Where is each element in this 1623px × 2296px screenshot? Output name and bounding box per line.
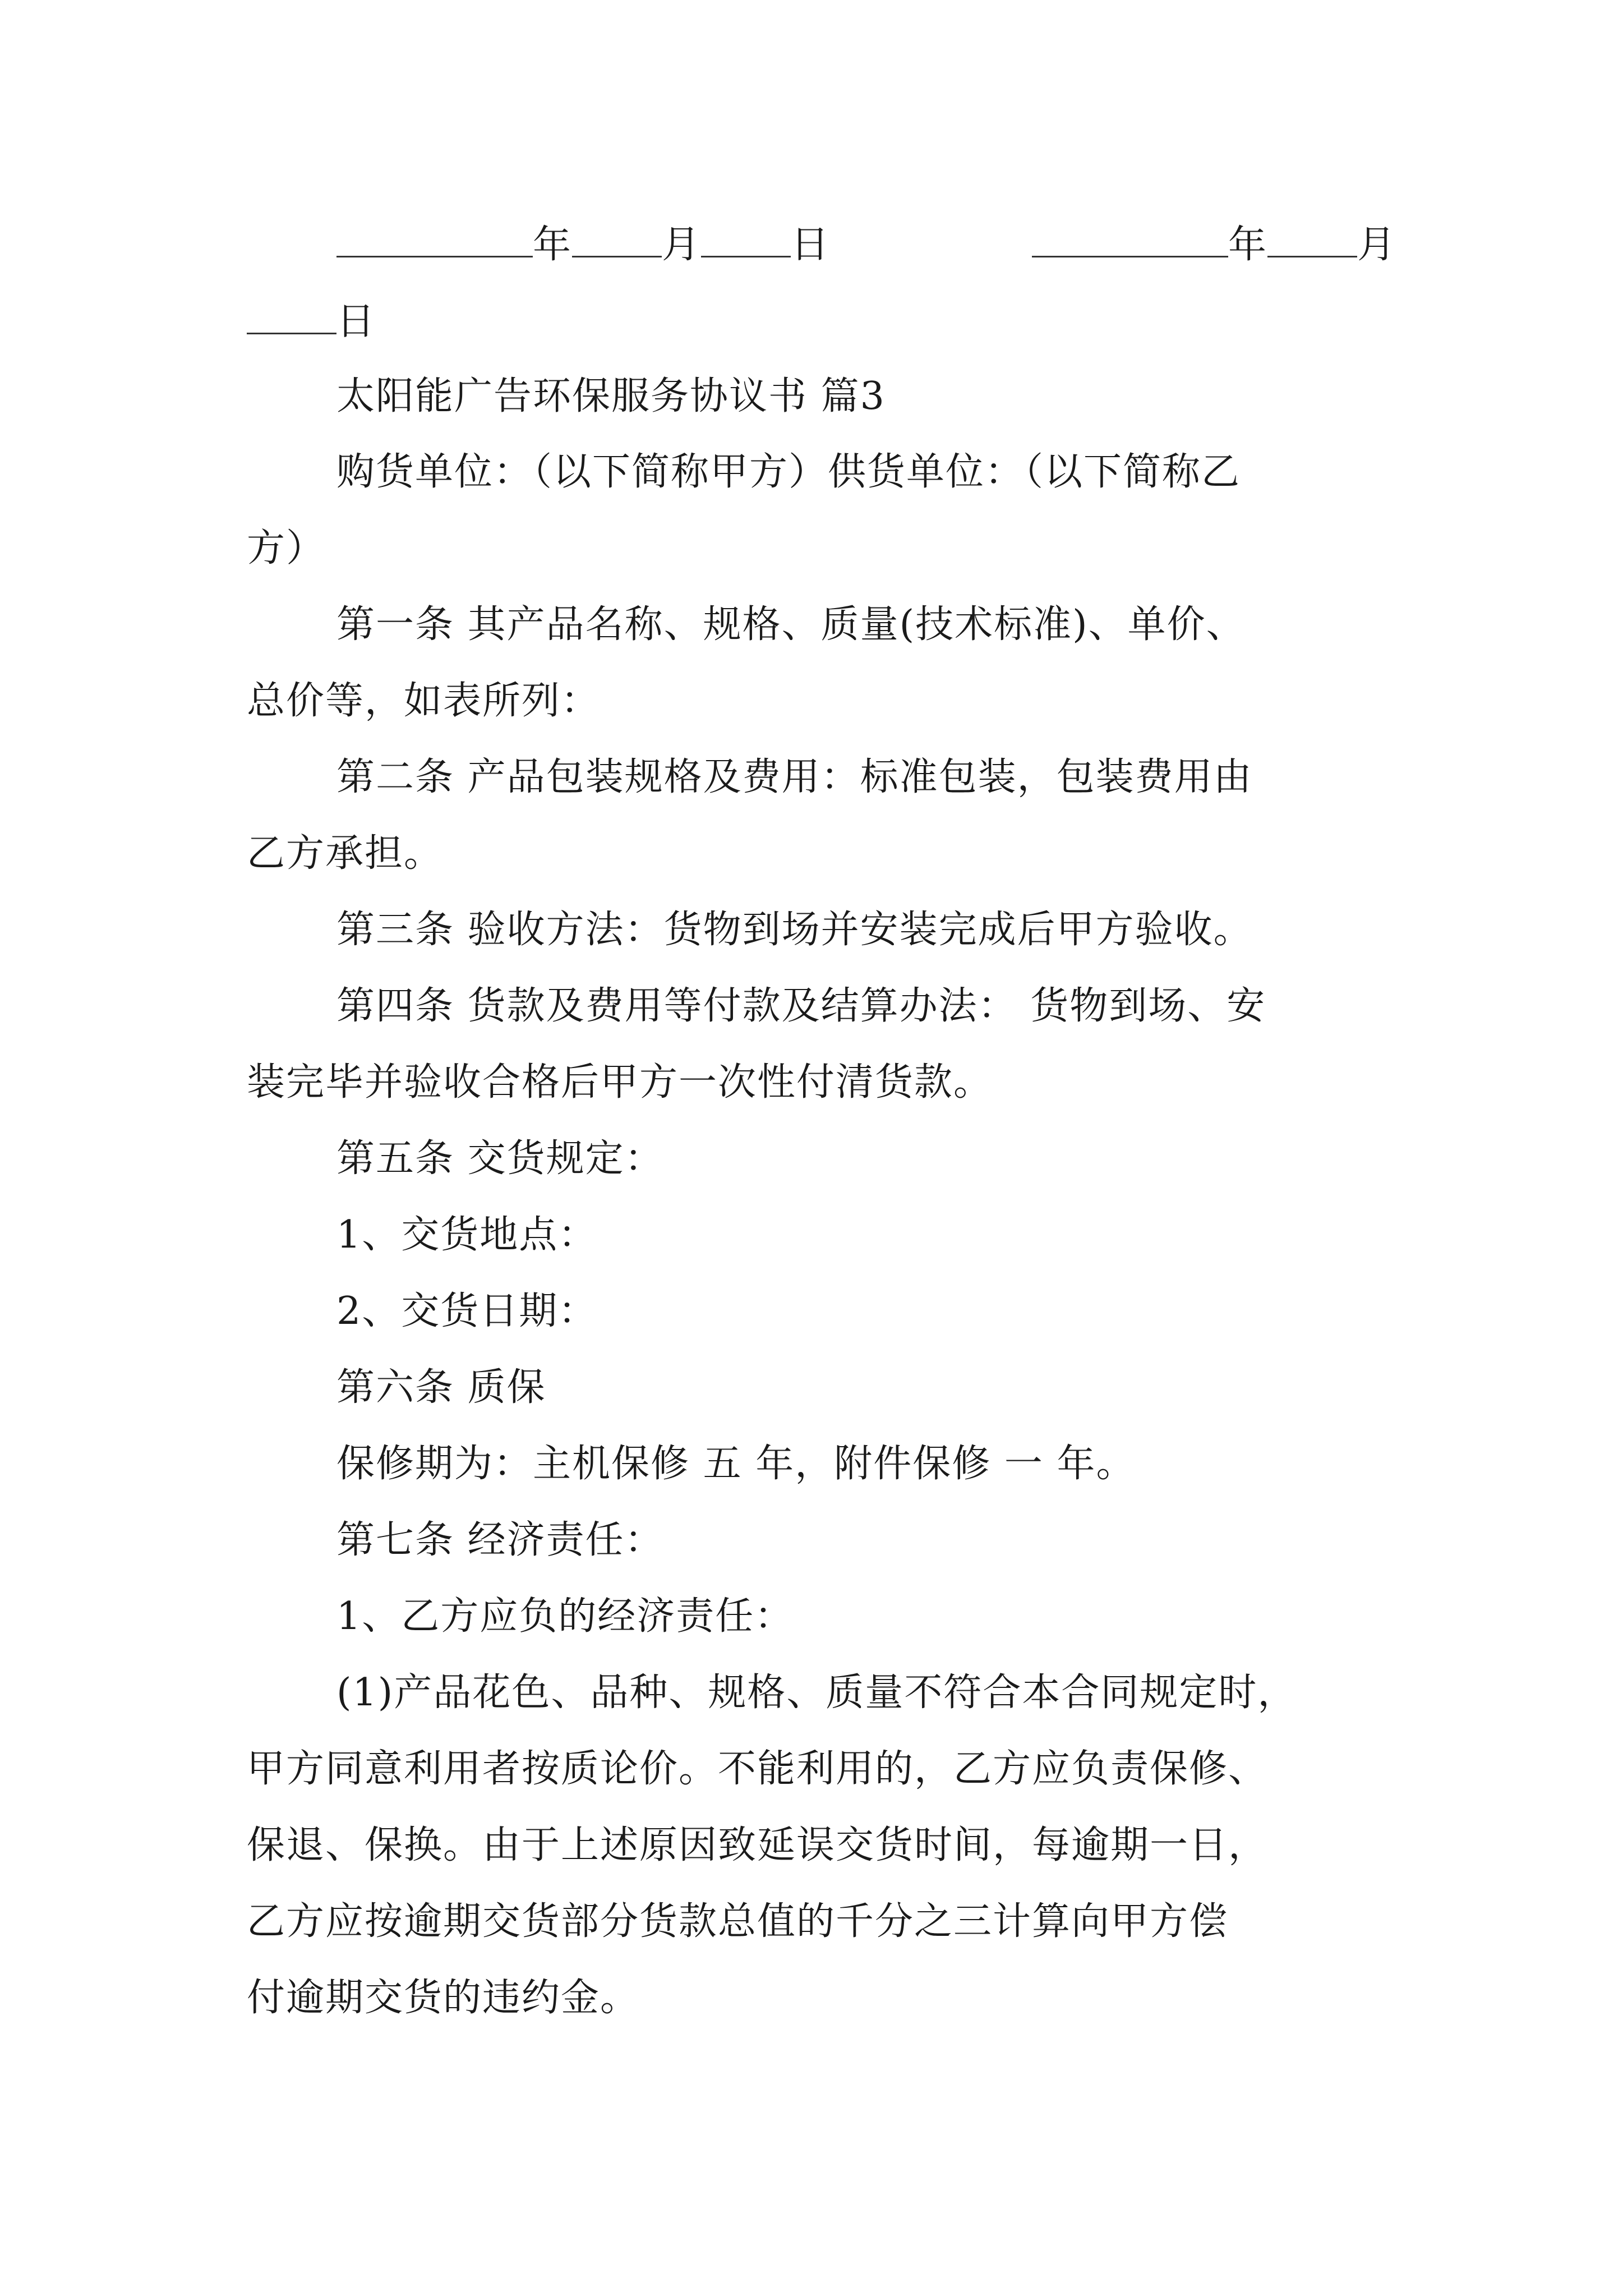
month-blank-2 [1267,224,1357,257]
article-5: 第五条 交货规定： [336,1137,664,1181]
day-blank [701,224,791,257]
article-2-line2: 乙方承担。 [247,831,444,876]
month-label-2: 月 [1357,223,1397,267]
day-label-2: 日 [336,300,376,344]
paragraph-parties-line1: 购货单位：（以下简称甲方）供货单位：（以下简称乙 [336,450,1241,494]
signature-date-line [336,223,1397,267]
article-7-item-1-1-line1: (1)产品花色、品种、规格、质量不符合本合同规定时， [336,1671,1297,1715]
article-3: 第三条 验收方法：货物到场并安装完成后甲方验收。 [336,908,1253,952]
year-blank [336,224,533,257]
day-blank-2 [247,301,336,334]
article-1-line1: 第一条 其产品名称、规格、质量(技术标准)、单价、 [336,602,1246,647]
article-7: 第七条 经济责任： [336,1518,664,1562]
article-4-line1: 第四条 货款及费用等付款及结算办法： 货物到场、安 [336,984,1266,1028]
article-7-item-1-1-line2: 甲方同意利用者按质论价。不能利用的，乙方应负责保修、 [247,1747,1268,1791]
year-blank-2 [1032,224,1228,257]
section-heading: 太阳能广告环保服务协议书 篇3 [336,374,886,418]
day-label: 日 [791,223,831,267]
article-7-item-1-1-line4: 乙方应按逾期交货部分货款总值的千分之三计算向甲方偿 [247,1899,1229,1944]
signature-date-line-cont [247,300,376,344]
article-2-line1: 第二条 产品包装规格及费用：标准包装，包装费用由 [336,755,1253,799]
article-6: 第六条 质保 [336,1365,546,1410]
year-label-2: 年 [1228,223,1268,267]
article-7-item-1-1-line5: 付逾期交货的违约金。 [247,1976,640,2020]
paragraph-parties-line2: 方） [247,526,326,570]
year-label: 年 [533,223,573,267]
article-4-line2: 装完毕并验收合格后甲方一次性付清货款。 [247,1060,993,1105]
article-6-text: 保修期为：主机保修 五 年，附件保修 一 年。 [336,1442,1136,1486]
article-5-item-1: 1、交货地点： [336,1213,598,1257]
article-7-item-1-1-line3: 保退、保换。由于上述原因致延误交货时间，每逾期一日， [247,1823,1268,1867]
article-7-item-1: 1、乙方应负的经济责任： [336,1594,794,1639]
month-blank [572,224,662,257]
month-label: 月 [662,223,702,267]
article-1-line2: 总价等，如表所列： [247,679,601,723]
article-5-item-2: 2、交货日期： [336,1289,598,1333]
